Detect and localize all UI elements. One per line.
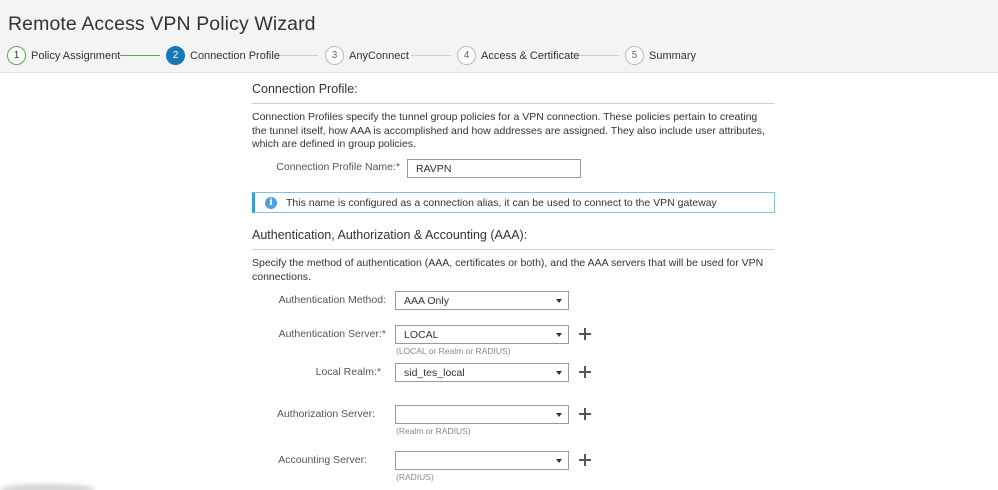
wizard-title: Remote Access VPN Policy Wizard (8, 13, 316, 35)
chevron-down-icon (556, 299, 562, 303)
connection-profile-heading: Connection Profile: (252, 82, 358, 96)
step-label: Summary (649, 49, 697, 62)
wizard-step-access-certificate[interactable] (457, 46, 579, 65)
authorization-server-select[interactable] (395, 405, 569, 424)
step-connector (411, 55, 451, 56)
scroll-shadow (0, 484, 95, 490)
chevron-down-icon (556, 333, 562, 337)
step-label: Access & Certificate (481, 49, 580, 62)
local-realm-select[interactable] (395, 363, 569, 382)
info-alert (252, 192, 775, 213)
connection-profile-name-input[interactable] (407, 159, 581, 178)
accounting-server-select[interactable] (395, 451, 569, 470)
step-number: 5 (625, 46, 644, 65)
aaa-description: Specify the method of authentication (AAA, certificates or both), and the AAA servers that will be used for VPN connections. (252, 257, 764, 283)
accounting-server-hint: (RADIUS) (396, 472, 434, 482)
info-icon: i (265, 197, 277, 209)
chevron-down-icon (556, 371, 562, 375)
add-accounting-server-icon[interactable] (579, 454, 591, 466)
step-label: Policy Assignment (31, 49, 121, 62)
step-connector (579, 55, 619, 56)
connection-profile-description: Connection Profiles specify the tunnel group policies for a VPN connection. These policies pertain to creating the tunnel itself, how AAA is accomplished and how addresses are assigned. They also include user attributes, which are defined in group policies. (252, 111, 765, 150)
step-number: 1 (7, 46, 26, 65)
authentication-server-select[interactable] (395, 325, 569, 344)
section-divider (252, 103, 774, 104)
accounting-server-label: Accounting Server: (278, 454, 367, 466)
add-authentication-server-icon[interactable] (579, 328, 591, 340)
local-realm-label: Local Realm:* (315, 366, 381, 378)
authorization-server-hint: (Realm or RADIUS) (396, 426, 471, 436)
authentication-method-label: Authentication Method: (278, 294, 386, 306)
connection-profile-name-label: Connection Profile Name:* (276, 161, 400, 173)
select-value: AAA Only (404, 295, 449, 307)
add-local-realm-icon[interactable] (579, 366, 591, 378)
add-authorization-server-icon[interactable] (579, 408, 591, 420)
authorization-server-label: Authorization Server: (276, 408, 375, 420)
wizard-step-connection-profile[interactable] (166, 46, 280, 65)
step-connector (278, 55, 318, 56)
wizard-header (0, 0, 998, 73)
select-value: sid_tes_local (404, 367, 465, 379)
authentication-server-hint: (LOCAL or Realm or RADIUS) (396, 346, 511, 356)
wizard-step-anyconnect[interactable] (325, 46, 409, 65)
aaa-heading: Authentication, Authorization & Accounting (AAA): (252, 228, 528, 242)
step-label: AnyConnect (349, 49, 409, 62)
authentication-server-label: Authentication Server:* (278, 328, 386, 340)
authentication-method-select[interactable] (395, 291, 569, 310)
step-connector (120, 55, 160, 56)
chevron-down-icon (556, 413, 562, 417)
section-divider (252, 249, 774, 250)
step-label: Connection Profile (190, 49, 280, 62)
wizard-step-policy-assignment[interactable] (7, 46, 120, 65)
info-alert-text: This name is configured as a connection alias, it can be used to connect to the VPN gateway (286, 197, 717, 209)
select-value: LOCAL (404, 329, 439, 341)
step-number: 4 (457, 46, 476, 65)
step-number: 3 (325, 46, 344, 65)
wizard-step-summary[interactable] (625, 46, 696, 65)
chevron-down-icon (556, 459, 562, 463)
step-number: 2 (166, 46, 185, 65)
